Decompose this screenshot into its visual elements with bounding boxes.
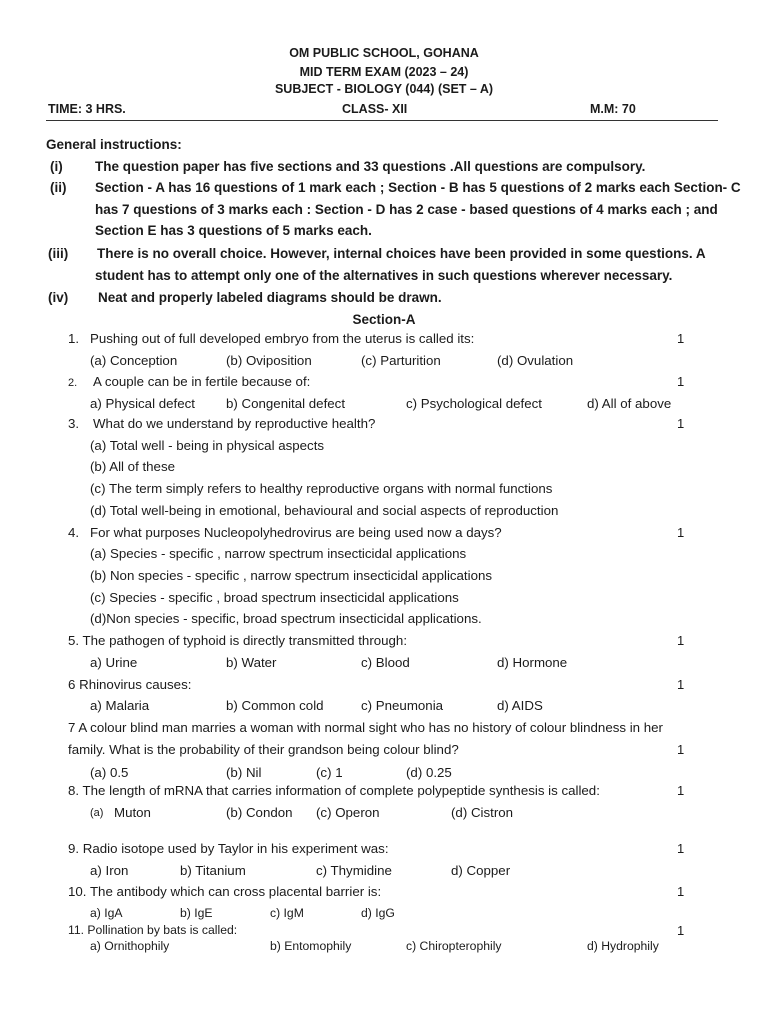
q8-option-c: (c) Operon bbox=[316, 805, 380, 820]
instruction-iii-line1: There is no overall choice. However, internal choices have been provided in some questions. A bbox=[97, 246, 706, 261]
q8-option-d: (d) Cistron bbox=[451, 805, 514, 820]
q3-option-c: (c) The term simply refers to healthy reproductive organs with normal functions bbox=[90, 481, 553, 496]
q11-text: 11. Pollination by bats is called: bbox=[68, 923, 238, 937]
q9-option-c: c) Thymidine bbox=[316, 863, 392, 878]
q3-option-a: (a) Total well - being in physical aspects bbox=[90, 438, 325, 453]
instruction-ii-number: (ii) bbox=[50, 180, 67, 195]
q8-option-a-label: (a) bbox=[90, 807, 104, 819]
q2-option-b: b) Congenital defect bbox=[226, 396, 346, 411]
q7-text-line2: family. What is the probability of their grandson being colour blind? bbox=[68, 742, 459, 757]
q1-option-d: (d) Ovulation bbox=[497, 353, 574, 368]
q4-option-b: (b) Non species - specific , narrow spectrum insecticidal applications bbox=[90, 568, 493, 583]
q11-option-b: b) Entomophily bbox=[270, 939, 352, 953]
q1-number: 1. bbox=[68, 331, 80, 346]
instruction-iv-text: Neat and properly labeled diagrams should be drawn. bbox=[98, 290, 442, 305]
instruction-i-text: The question paper has five sections and 33 questions .All questions are compulsory. bbox=[95, 159, 646, 174]
q10-mark: 1 bbox=[677, 884, 685, 899]
q11-option-d: d) Hydrophily bbox=[587, 939, 659, 953]
q6-option-c: c) Pneumonia bbox=[361, 698, 444, 713]
section-a-title: Section-A bbox=[352, 312, 416, 327]
q3-number: 3. bbox=[68, 416, 80, 431]
q3-text: What do we understand by reproductive health? bbox=[93, 416, 376, 431]
q5-option-d: d) Hormone bbox=[497, 655, 568, 670]
q7-text-line1: 7 A colour blind man marries a woman with normal sight who has no history of colour blindness in her bbox=[68, 720, 663, 735]
q1-option-b: (b) Oviposition bbox=[226, 353, 312, 368]
instruction-ii-line3: Section E has 3 questions of 5 marks each. bbox=[95, 223, 372, 238]
instruction-i-number: (i) bbox=[50, 159, 63, 174]
q5-option-c: c) Blood bbox=[361, 655, 410, 670]
q7-option-b: (b) Nil bbox=[226, 765, 262, 780]
q7-option-a: (a) 0.5 bbox=[90, 765, 129, 780]
q9-mark: 1 bbox=[677, 841, 685, 856]
q10-option-c: c) IgM bbox=[270, 906, 304, 920]
q2-number: 2. bbox=[68, 377, 78, 389]
q4-number: 4. bbox=[68, 525, 80, 540]
q7-option-c: (c) 1 bbox=[316, 765, 343, 780]
q11-mark: 1 bbox=[677, 923, 685, 938]
q2-option-a: a) Physical defect bbox=[90, 396, 195, 411]
q7-option-d: (d) 0.25 bbox=[406, 765, 452, 780]
q1-option-c: (c) Parturition bbox=[361, 353, 441, 368]
q4-mark: 1 bbox=[677, 525, 685, 540]
q5-mark: 1 bbox=[677, 633, 685, 648]
q11-option-a: a) Ornithophily bbox=[90, 939, 170, 953]
instructions-heading: General instructions: bbox=[46, 137, 182, 152]
q5-text: 5. The pathogen of typhoid is directly transmitted through: bbox=[68, 633, 408, 648]
q6-option-b: b) Common cold bbox=[226, 698, 324, 713]
header-rule bbox=[46, 120, 718, 122]
q4-text: For what purposes Nucleopolyhedrovirus are being used now a days? bbox=[90, 525, 502, 540]
instruction-ii-line2: has 7 questions of 3 marks each : Section - D has 2 case - based questions of 4 marks each ; and bbox=[95, 202, 718, 217]
q9-text: 9. Radio isotope used by Taylor in his experiment was: bbox=[68, 841, 389, 856]
q2-mark: 1 bbox=[677, 374, 685, 389]
q9-option-d: d) Copper bbox=[451, 863, 511, 878]
q4-option-a: (a) Species - specific , narrow spectrum insecticidal applications bbox=[90, 546, 467, 561]
q3-option-b: (b) All of these bbox=[90, 459, 175, 474]
q1-mark: 1 bbox=[677, 331, 685, 346]
q7-mark: 1 bbox=[677, 742, 685, 757]
q2-text: A couple can be in fertile because of: bbox=[93, 374, 311, 389]
instruction-ii-line1: Section - A has 16 questions of 1 mark each ; Section - B has 5 questions of 2 marks each Section- C bbox=[95, 180, 741, 195]
school-name: OM PUBLIC SCHOOL, GOHANA bbox=[289, 46, 479, 60]
q2-option-c: c) Psychological defect bbox=[406, 396, 542, 411]
q9-option-b: b) Titanium bbox=[180, 863, 246, 878]
q3-option-d: (d) Total well-being in emotional, behavioural and social aspects of reproduction bbox=[90, 503, 559, 518]
q6-option-d: d) AIDS bbox=[497, 698, 543, 713]
subject-line: SUBJECT - BIOLOGY (044) (SET – A) bbox=[274, 82, 494, 96]
time-label: TIME: 3 HRS. bbox=[48, 102, 126, 116]
q8-option-b: (b) Condon bbox=[226, 805, 293, 820]
q8-option-a: Muton bbox=[114, 805, 151, 820]
q5-option-a: a) Urine bbox=[90, 655, 138, 670]
q10-option-a: a) IgA bbox=[90, 906, 123, 920]
q8-mark: 1 bbox=[677, 783, 685, 798]
class-label: CLASS- XII bbox=[342, 102, 408, 116]
q9-option-a: a) Iron bbox=[90, 863, 129, 878]
q2-option-d: d) All of above bbox=[587, 396, 672, 411]
q10-text: 10. The antibody which can cross placental barrier is: bbox=[68, 884, 382, 899]
q10-option-b: b) IgE bbox=[180, 906, 213, 920]
q10-option-d: d) IgG bbox=[361, 906, 395, 920]
q5-option-b: b) Water bbox=[226, 655, 277, 670]
q4-option-d: (d)Non species - specific, broad spectrum insecticidal applications. bbox=[90, 611, 482, 626]
q6-option-a: a) Malaria bbox=[90, 698, 150, 713]
instruction-iii-number: (iii) bbox=[48, 246, 69, 261]
q6-mark: 1 bbox=[677, 677, 685, 692]
q1-option-a: (a) Conception bbox=[90, 353, 178, 368]
exam-title: MID TERM EXAM (2023 – 24) bbox=[299, 65, 469, 79]
q6-text: 6 Rhinovirus causes: bbox=[68, 677, 192, 692]
q4-option-c: (c) Species - specific , broad spectrum insecticidal applications bbox=[90, 590, 459, 605]
q8-text: 8. The length of mRNA that carries information of complete polypeptide synthesis is called: bbox=[68, 783, 600, 798]
instruction-iii-line2: student has to attempt only one of the alternatives in such questions wherever necessary. bbox=[95, 268, 673, 283]
q1-text: Pushing out of full developed embryo from the uterus is called its: bbox=[90, 331, 475, 346]
max-marks: M.M: 70 bbox=[590, 102, 636, 116]
q3-mark: 1 bbox=[677, 416, 685, 431]
instruction-iv-number: (iv) bbox=[48, 290, 69, 305]
q11-option-c: c) Chiropterophily bbox=[406, 939, 502, 953]
